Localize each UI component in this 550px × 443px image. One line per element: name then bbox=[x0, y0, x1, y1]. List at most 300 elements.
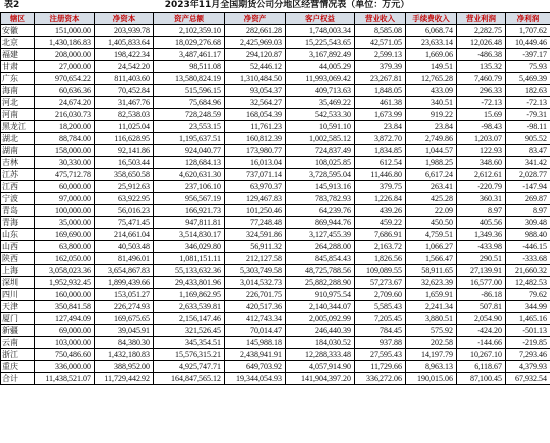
value-cell: 11,729,442.92 bbox=[95, 373, 154, 385]
value-cell: 3,514,830.17 bbox=[154, 229, 225, 241]
region-cell: 黑龙江 bbox=[1, 121, 35, 133]
value-cell: 1,081,151.11 bbox=[154, 253, 225, 265]
value-cell: 2,163.72 bbox=[355, 241, 406, 253]
value-cell: 109,089.55 bbox=[355, 265, 406, 277]
value-cell: 750,486.60 bbox=[35, 349, 95, 361]
value-cell: 6,068.74 bbox=[406, 25, 457, 37]
value-cell: -397.17 bbox=[506, 49, 550, 61]
value-cell: 127,494.09 bbox=[35, 313, 95, 325]
value-cell: 14,197.79 bbox=[406, 349, 457, 361]
col-header-fee-income: 手续费收入 bbox=[406, 13, 457, 25]
value-cell: 1,430,186.83 bbox=[35, 37, 95, 49]
value-cell: 937.88 bbox=[355, 337, 406, 349]
value-cell: -219.85 bbox=[506, 337, 550, 349]
value-cell: 612.54 bbox=[355, 157, 406, 169]
value-cell: 84,380.30 bbox=[95, 337, 154, 349]
value-cell: 116,628.95 bbox=[95, 133, 154, 145]
value-cell: 12,765.28 bbox=[406, 73, 457, 85]
value-cell: 515,596.15 bbox=[154, 85, 225, 97]
region-cell: 江西 bbox=[1, 181, 35, 193]
value-cell: 16,013.04 bbox=[225, 157, 286, 169]
value-cell: 296.33 bbox=[457, 85, 506, 97]
value-cell: 321,526.45 bbox=[154, 325, 225, 337]
value-cell: 88,784.00 bbox=[35, 133, 95, 145]
value-cell: 75,684.96 bbox=[154, 97, 225, 109]
table-label: 表2 bbox=[4, 0, 20, 10]
table-row bbox=[1, 277, 550, 289]
value-cell: 166,921.73 bbox=[154, 205, 225, 217]
value-cell: 728,248.59 bbox=[154, 109, 225, 121]
value-cell: 4,759.51 bbox=[406, 229, 457, 241]
value-cell: 23.84 bbox=[406, 121, 457, 133]
value-cell: 63,922.95 bbox=[95, 193, 154, 205]
value-cell: 1,195,637.51 bbox=[154, 133, 225, 145]
value-cell: 2,425,969.03 bbox=[225, 37, 286, 49]
value-cell: 31,467.76 bbox=[95, 97, 154, 109]
table-row bbox=[1, 217, 550, 229]
value-cell: 724,837.49 bbox=[286, 145, 355, 157]
value-cell: 2,438,941.91 bbox=[225, 349, 286, 361]
value-cell: 2,140,344.07 bbox=[286, 301, 355, 313]
value-cell: 439.26 bbox=[355, 205, 406, 217]
value-cell: 3,127,455.39 bbox=[286, 229, 355, 241]
value-cell: 198,422.34 bbox=[95, 49, 154, 61]
value-cell: -79.31 bbox=[506, 109, 550, 121]
value-cell: 1,349.36 bbox=[457, 229, 506, 241]
value-cell: 81,496.01 bbox=[95, 253, 154, 265]
value-cell: 309.48 bbox=[506, 217, 550, 229]
value-cell: 420,517.36 bbox=[225, 301, 286, 313]
col-header-net-capital: 净资本 bbox=[95, 13, 154, 25]
value-cell: 75.93 bbox=[506, 61, 550, 73]
value-cell: 57,273.67 bbox=[355, 277, 406, 289]
value-cell: 344.99 bbox=[506, 301, 550, 313]
value-cell: 15.69 bbox=[457, 109, 506, 121]
value-cell: 2,612.61 bbox=[457, 169, 506, 181]
region-cell: 四川 bbox=[1, 289, 35, 301]
value-cell: 737,071.14 bbox=[225, 169, 286, 181]
value-cell: 507.81 bbox=[457, 301, 506, 313]
value-cell: 135.32 bbox=[457, 61, 506, 73]
table-title: 2023年11月全国期货公司分地区经营情况表（单位：万元） bbox=[164, 0, 410, 10]
value-cell: 27,000.00 bbox=[35, 61, 95, 73]
total-row bbox=[1, 373, 550, 385]
value-cell: 1,432,180.83 bbox=[95, 349, 154, 361]
value-cell: 56,016.23 bbox=[95, 205, 154, 217]
value-cell: 4,620,631.30 bbox=[154, 169, 225, 181]
value-cell: 122.93 bbox=[457, 145, 506, 157]
value-cell: 16,577.00 bbox=[457, 277, 506, 289]
value-cell: 845,854.43 bbox=[286, 253, 355, 265]
table-row bbox=[1, 121, 550, 133]
value-cell: 1,848.05 bbox=[355, 85, 406, 97]
value-cell: 23,267.81 bbox=[355, 73, 406, 85]
value-cell: 35,000.00 bbox=[35, 217, 95, 229]
value-cell: 63,970.37 bbox=[225, 181, 286, 193]
value-cell: 103,000.00 bbox=[35, 337, 95, 349]
region-cell: 安徽 bbox=[1, 25, 35, 37]
value-cell: 8,585.08 bbox=[355, 25, 406, 37]
value-cell: 1,952,932.45 bbox=[35, 277, 95, 289]
table-row bbox=[1, 97, 550, 109]
value-cell: -98.43 bbox=[457, 121, 506, 133]
value-cell: 226,274.93 bbox=[95, 301, 154, 313]
value-cell: 11,025.04 bbox=[95, 121, 154, 133]
col-header-client-equity: 客户权益 bbox=[286, 13, 355, 25]
value-cell: 141,904,397.20 bbox=[286, 373, 355, 385]
report-title bbox=[0, 0, 550, 11]
value-cell: 1,748,003.34 bbox=[286, 25, 355, 37]
value-cell: 12,482.53 bbox=[506, 277, 550, 289]
value-cell: 151,000.00 bbox=[35, 25, 95, 37]
table-row bbox=[1, 169, 550, 181]
value-cell: 70,452.84 bbox=[95, 85, 154, 97]
value-cell: 3,654,867.83 bbox=[95, 265, 154, 277]
value-cell: 13,580,824.19 bbox=[154, 73, 225, 85]
value-cell: 294,120.87 bbox=[225, 49, 286, 61]
value-cell: 8,963.13 bbox=[406, 361, 457, 373]
value-cell: 905.52 bbox=[506, 133, 550, 145]
value-cell: 162,050.00 bbox=[35, 253, 95, 265]
value-cell: 87,100.45 bbox=[457, 373, 506, 385]
region-cell: 河南 bbox=[1, 109, 35, 121]
region-cell: 吉林 bbox=[1, 157, 35, 169]
value-cell: 2,282.75 bbox=[457, 25, 506, 37]
value-cell: 27,595.43 bbox=[355, 349, 406, 361]
table-row bbox=[1, 181, 550, 193]
value-cell: 77,248.48 bbox=[225, 217, 286, 229]
value-cell: 190,015.06 bbox=[406, 373, 457, 385]
value-cell: 15,225,543.65 bbox=[286, 37, 355, 49]
value-cell: 160,812.39 bbox=[225, 133, 286, 145]
value-cell: 39,045.91 bbox=[95, 325, 154, 337]
value-cell: 7,460.79 bbox=[457, 73, 506, 85]
value-cell: 25,912.63 bbox=[95, 181, 154, 193]
value-cell: 412,743.34 bbox=[225, 313, 286, 325]
value-cell: 158,000.00 bbox=[35, 145, 95, 157]
value-cell: 409,713.63 bbox=[286, 85, 355, 97]
value-cell: 264,288.00 bbox=[286, 241, 355, 253]
value-cell: 23.84 bbox=[355, 121, 406, 133]
col-header-registered-capital: 注册资本 bbox=[35, 13, 95, 25]
value-cell: 5,585.43 bbox=[355, 301, 406, 313]
value-cell: 956,567.19 bbox=[154, 193, 225, 205]
value-cell: 82,538.03 bbox=[95, 109, 154, 121]
region-cell: 重庆 bbox=[1, 361, 35, 373]
table-body bbox=[1, 25, 550, 385]
value-cell: 11,993,069.42 bbox=[286, 73, 355, 85]
value-cell: 98,511.08 bbox=[154, 61, 225, 73]
region-cell: 江苏 bbox=[1, 169, 35, 181]
table-row bbox=[1, 337, 550, 349]
table-row bbox=[1, 241, 550, 253]
value-cell: 8.97 bbox=[457, 205, 506, 217]
value-cell: 988.40 bbox=[506, 229, 550, 241]
value-cell: 145,988.18 bbox=[225, 337, 286, 349]
value-cell: 1,169,862.95 bbox=[154, 289, 225, 301]
value-cell: 388,952.00 bbox=[95, 361, 154, 373]
value-cell: -501.13 bbox=[506, 325, 550, 337]
value-cell: 336,000.00 bbox=[35, 361, 95, 373]
value-cell: 1,673.99 bbox=[355, 109, 406, 121]
table-row bbox=[1, 301, 550, 313]
value-cell: -333.68 bbox=[506, 253, 550, 265]
value-cell: 379.39 bbox=[355, 61, 406, 73]
value-cell: 29,433,801.96 bbox=[154, 277, 225, 289]
value-cell: 11,438,521.07 bbox=[35, 373, 95, 385]
value-cell: 97,000.00 bbox=[35, 193, 95, 205]
value-cell: 1,707.62 bbox=[506, 25, 550, 37]
value-cell: 60,000.00 bbox=[35, 181, 95, 193]
region-cell: 青海 bbox=[1, 217, 35, 229]
region-cell: 湖北 bbox=[1, 133, 35, 145]
value-cell: 784.45 bbox=[355, 325, 406, 337]
value-cell: 1,226.84 bbox=[355, 193, 406, 205]
value-cell: 336,272.06 bbox=[355, 373, 406, 385]
table-row bbox=[1, 157, 550, 169]
region-cell: 浙江 bbox=[1, 349, 35, 361]
col-header-total-assets: 资产总额 bbox=[154, 13, 225, 25]
value-cell: 6,617.24 bbox=[406, 169, 457, 181]
value-cell: -72.13 bbox=[506, 97, 550, 109]
value-cell: -486.38 bbox=[457, 49, 506, 61]
value-cell: 52,446.12 bbox=[225, 61, 286, 73]
value-cell: 3,167,892.49 bbox=[286, 49, 355, 61]
value-cell: 4,925,747.71 bbox=[154, 361, 225, 373]
value-cell: 246,440.39 bbox=[286, 325, 355, 337]
header-row bbox=[1, 13, 550, 25]
value-cell: 269.87 bbox=[506, 193, 550, 205]
region-cell: 陕西 bbox=[1, 253, 35, 265]
value-cell: 19,344,054.93 bbox=[225, 373, 286, 385]
value-cell: 341.42 bbox=[506, 157, 550, 169]
region-cell: 合计 bbox=[1, 373, 35, 385]
value-cell: 1,044.57 bbox=[406, 145, 457, 157]
value-cell: 100,000.00 bbox=[35, 205, 95, 217]
value-cell: 263.41 bbox=[406, 181, 457, 193]
value-cell: 1,203.07 bbox=[457, 133, 506, 145]
value-cell: 145,913.16 bbox=[286, 181, 355, 193]
value-cell: 164,847,565.12 bbox=[154, 373, 225, 385]
value-cell: 6,118.67 bbox=[457, 361, 506, 373]
value-cell: -144.66 bbox=[457, 337, 506, 349]
value-cell: 2,005,092.99 bbox=[286, 313, 355, 325]
value-cell: 433.09 bbox=[406, 85, 457, 97]
value-cell: 58,911.65 bbox=[406, 265, 457, 277]
value-cell: 2,156,147.46 bbox=[154, 313, 225, 325]
value-cell: 461.38 bbox=[355, 97, 406, 109]
value-cell: 10,267.10 bbox=[457, 349, 506, 361]
region-cell: 宁波 bbox=[1, 193, 35, 205]
region-cell: 河北 bbox=[1, 97, 35, 109]
col-header-operating-revenue: 营业收入 bbox=[355, 13, 406, 25]
table-row bbox=[1, 265, 550, 277]
value-cell: 290.51 bbox=[457, 253, 506, 265]
value-cell: -220.79 bbox=[457, 181, 506, 193]
value-cell: 237,106.10 bbox=[154, 181, 225, 193]
value-cell: 226,701.75 bbox=[225, 289, 286, 301]
value-cell: 1,899,439.66 bbox=[95, 277, 154, 289]
value-cell: 173,980.77 bbox=[225, 145, 286, 157]
value-cell: 153,051.27 bbox=[95, 289, 154, 301]
value-cell: 10,591.10 bbox=[286, 121, 355, 133]
value-cell: 214,661.04 bbox=[95, 229, 154, 241]
region-cell: 新疆 bbox=[1, 325, 35, 337]
region-cell: 天津 bbox=[1, 301, 35, 313]
value-cell: 5,469.39 bbox=[506, 73, 550, 85]
value-cell: 202.58 bbox=[406, 337, 457, 349]
value-cell: 93,054.37 bbox=[225, 85, 286, 97]
value-cell: 18,029,276.68 bbox=[154, 37, 225, 49]
table-row bbox=[1, 325, 550, 337]
value-cell: 12,288,333.48 bbox=[286, 349, 355, 361]
value-cell: 27,139.91 bbox=[457, 265, 506, 277]
value-cell: 360.31 bbox=[457, 193, 506, 205]
value-cell: 12,026.48 bbox=[457, 37, 506, 49]
region-cell: 广东 bbox=[1, 73, 35, 85]
value-cell: 4,379.93 bbox=[506, 361, 550, 373]
value-cell: 5,303,749.58 bbox=[225, 265, 286, 277]
value-cell: 64,239.76 bbox=[286, 205, 355, 217]
value-cell: 2,599.13 bbox=[355, 49, 406, 61]
value-cell: 10,449.46 bbox=[506, 37, 550, 49]
value-cell: 22.09 bbox=[406, 205, 457, 217]
table-row bbox=[1, 313, 550, 325]
regional-operations-table bbox=[0, 12, 550, 385]
value-cell: 3,058,023.36 bbox=[35, 265, 95, 277]
value-cell: 340.51 bbox=[406, 97, 457, 109]
value-cell: 208,000.00 bbox=[35, 49, 95, 61]
value-cell: 350,841.58 bbox=[35, 301, 95, 313]
value-cell: 919.22 bbox=[406, 109, 457, 121]
value-cell: 450.50 bbox=[406, 217, 457, 229]
value-cell: 1,988.25 bbox=[406, 157, 457, 169]
value-cell: 910,975.54 bbox=[286, 289, 355, 301]
region-cell: 福建 bbox=[1, 49, 35, 61]
value-cell: 1,669.06 bbox=[406, 49, 457, 61]
value-cell: -86.18 bbox=[457, 289, 506, 301]
region-cell: 厦门 bbox=[1, 313, 35, 325]
value-cell: 128,684.13 bbox=[154, 157, 225, 169]
value-cell: 75,471.45 bbox=[95, 217, 154, 229]
value-cell: 459.22 bbox=[355, 217, 406, 229]
value-cell: 182.63 bbox=[506, 85, 550, 97]
value-cell: 203,939.78 bbox=[95, 25, 154, 37]
value-cell: 425.28 bbox=[406, 193, 457, 205]
table-row bbox=[1, 61, 550, 73]
value-cell: 2,102,359.10 bbox=[154, 25, 225, 37]
value-cell: 324,591.86 bbox=[225, 229, 286, 241]
value-cell: 23,553.15 bbox=[154, 121, 225, 133]
value-cell: 25,882,288.90 bbox=[286, 277, 355, 289]
value-cell: 3,880.51 bbox=[406, 313, 457, 325]
value-cell: 2,054.90 bbox=[457, 313, 506, 325]
value-cell: 55,133,632.36 bbox=[154, 265, 225, 277]
region-cell: 云南 bbox=[1, 337, 35, 349]
value-cell: 1,310,484.50 bbox=[225, 73, 286, 85]
value-cell: 783,782.93 bbox=[286, 193, 355, 205]
table-row bbox=[1, 25, 550, 37]
table-row bbox=[1, 37, 550, 49]
value-cell: 11,761.23 bbox=[225, 121, 286, 133]
table-row bbox=[1, 145, 550, 157]
value-cell: 2,749.86 bbox=[406, 133, 457, 145]
value-cell: 83.47 bbox=[506, 145, 550, 157]
value-cell: 2,633,539.81 bbox=[154, 301, 225, 313]
value-cell: 60,636.36 bbox=[35, 85, 95, 97]
value-cell: 24,542.20 bbox=[95, 61, 154, 73]
value-cell: 358,650.58 bbox=[95, 169, 154, 181]
value-cell: 2,028.77 bbox=[506, 169, 550, 181]
table-row bbox=[1, 229, 550, 241]
value-cell: 4,057,914.90 bbox=[286, 361, 355, 373]
value-cell: 2,241.34 bbox=[406, 301, 457, 313]
value-cell: -98.11 bbox=[506, 121, 550, 133]
value-cell: 32,564.27 bbox=[225, 97, 286, 109]
value-cell: 475,712.78 bbox=[35, 169, 95, 181]
value-cell: 11,729.66 bbox=[355, 361, 406, 373]
table-row bbox=[1, 49, 550, 61]
value-cell: 63,800.00 bbox=[35, 241, 95, 253]
region-cell: 海南 bbox=[1, 85, 35, 97]
value-cell: 92,141.86 bbox=[95, 145, 154, 157]
value-cell: 48,725,788.56 bbox=[286, 265, 355, 277]
value-cell: 7,686.91 bbox=[355, 229, 406, 241]
value-cell: 2,709.60 bbox=[355, 289, 406, 301]
value-cell: 348.60 bbox=[457, 157, 506, 169]
value-cell: 405.56 bbox=[457, 217, 506, 229]
value-cell: 160,000.00 bbox=[35, 289, 95, 301]
table-row bbox=[1, 361, 550, 373]
value-cell: 7,205.45 bbox=[355, 313, 406, 325]
value-cell: 1,002,585.12 bbox=[286, 133, 355, 145]
region-cell: 上海 bbox=[1, 265, 35, 277]
value-cell: 30,330.00 bbox=[35, 157, 95, 169]
value-cell: 8.97 bbox=[506, 205, 550, 217]
value-cell: 184,030.52 bbox=[286, 337, 355, 349]
table-row bbox=[1, 193, 550, 205]
value-cell: 212,127.58 bbox=[225, 253, 286, 265]
value-cell: 35,469.22 bbox=[286, 97, 355, 109]
col-header-region: 辖区 bbox=[1, 13, 35, 25]
value-cell: 970,654.22 bbox=[35, 73, 95, 85]
value-cell: 1,659.91 bbox=[406, 289, 457, 301]
value-cell: 1,826.56 bbox=[355, 253, 406, 265]
table-row bbox=[1, 109, 550, 121]
value-cell: 40,503.48 bbox=[95, 241, 154, 253]
value-cell: 56,911.32 bbox=[225, 241, 286, 253]
region-cell: 深圳 bbox=[1, 277, 35, 289]
value-cell: 575.92 bbox=[406, 325, 457, 337]
value-cell: 1,566.47 bbox=[406, 253, 457, 265]
value-cell: 947,811.81 bbox=[154, 217, 225, 229]
col-header-operating-profit: 营业利润 bbox=[457, 13, 506, 25]
value-cell: 42,571.05 bbox=[355, 37, 406, 49]
value-cell: 346,029.80 bbox=[154, 241, 225, 253]
value-cell: 108,025.85 bbox=[286, 157, 355, 169]
value-cell: 869,944.76 bbox=[286, 217, 355, 229]
region-cell: 山西 bbox=[1, 241, 35, 253]
region-cell: 甘肃 bbox=[1, 61, 35, 73]
value-cell: 924,040.77 bbox=[154, 145, 225, 157]
value-cell: -433.98 bbox=[457, 241, 506, 253]
value-cell: 67,932.54 bbox=[506, 373, 550, 385]
col-header-net-assets: 净资产 bbox=[225, 13, 286, 25]
value-cell: 168,054.39 bbox=[225, 109, 286, 121]
value-cell: -446.15 bbox=[506, 241, 550, 253]
region-cell: 青岛 bbox=[1, 205, 35, 217]
value-cell: 811,403.60 bbox=[95, 73, 154, 85]
